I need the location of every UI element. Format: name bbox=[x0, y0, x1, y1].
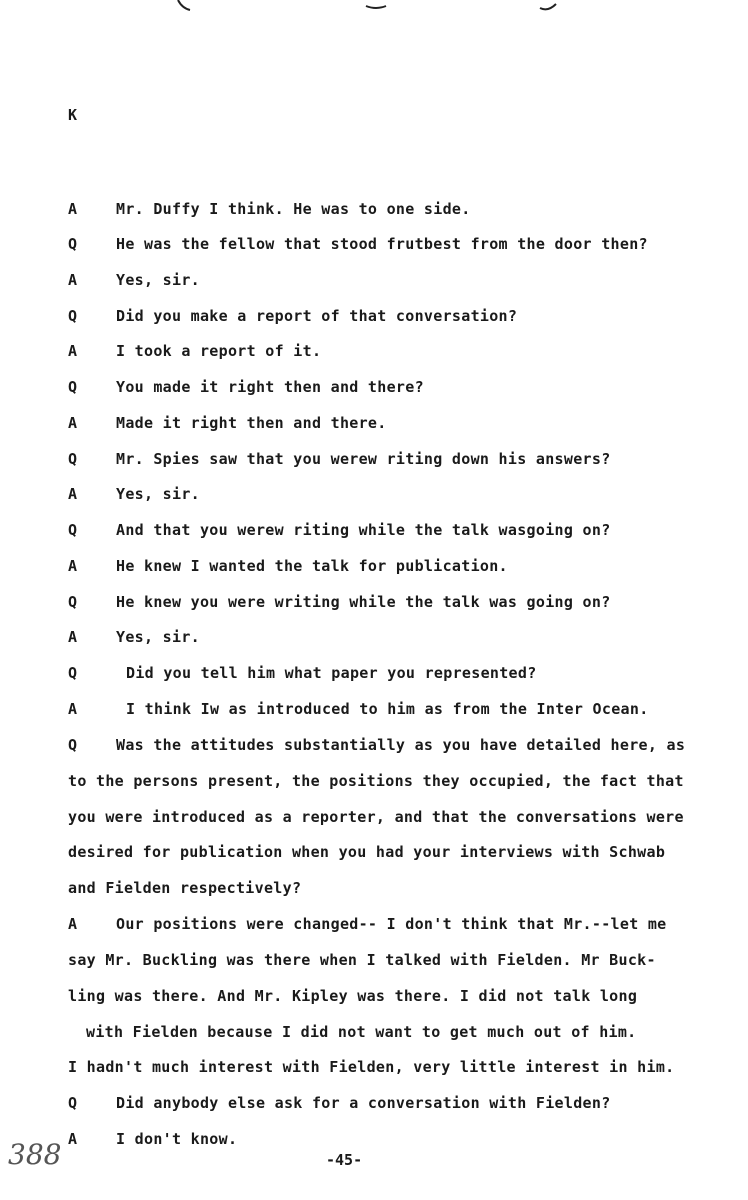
line-text: Was the attitudes substantially as you have detailed here, as bbox=[116, 736, 686, 754]
speaker-label: Q bbox=[68, 307, 78, 325]
transcript-line bbox=[0, 307, 748, 329]
speaker-label: Q bbox=[68, 521, 78, 539]
transcript-line bbox=[0, 664, 748, 686]
line-text: I think Iw as introduced to him as from the Inter Ocean. bbox=[126, 700, 649, 718]
transcript-line bbox=[0, 414, 748, 436]
line-text: Yes, sir. bbox=[116, 628, 200, 646]
transcript-line bbox=[0, 485, 748, 507]
speaker-label: Q bbox=[68, 664, 78, 682]
line-text: and Fielden respectively? bbox=[68, 879, 302, 897]
transcript-line bbox=[0, 700, 748, 722]
line-text: And that you werew riting while the talk wasgoing on? bbox=[116, 521, 611, 539]
transcript-line bbox=[0, 1094, 748, 1116]
transcript-line bbox=[0, 915, 748, 937]
transcript-line bbox=[0, 271, 748, 293]
transcript-line bbox=[0, 593, 748, 615]
speaker-label: A bbox=[68, 485, 78, 503]
line-text: Mr. Duffy I think. He was to one side. bbox=[116, 200, 471, 218]
line-text: Mr. Spies saw that you werew riting down his answers? bbox=[116, 450, 611, 468]
speaker-label: A bbox=[68, 915, 78, 933]
transcript-line bbox=[0, 843, 748, 865]
transcript-line bbox=[0, 1130, 748, 1152]
line-text: say Mr. Buckling was there when I talked with Fielden. Mr Buck- bbox=[68, 951, 656, 969]
speaker-label: Q bbox=[68, 450, 78, 468]
transcript-line bbox=[0, 557, 748, 579]
line-text: ling was there. And Mr. Kipley was there. I did not talk long bbox=[68, 987, 638, 1005]
line-text: I hadn't much interest with Fielden, very little interest in him. bbox=[68, 1058, 675, 1076]
transcript-line bbox=[0, 987, 748, 1009]
transcript-line bbox=[0, 342, 748, 364]
transcript-line bbox=[0, 1023, 748, 1045]
line-text: Yes, sir. bbox=[116, 271, 200, 289]
transcript-line bbox=[0, 1058, 748, 1080]
line-text: with Fielden because I did not want to get much out of him. bbox=[86, 1023, 637, 1041]
transcript-line bbox=[0, 951, 748, 973]
line-text: Did you make a report of that conversation? bbox=[116, 307, 518, 325]
speaker-label: Q bbox=[68, 736, 78, 754]
speaker-label: A bbox=[68, 200, 78, 218]
speaker-label: A bbox=[68, 271, 78, 289]
transcript-line bbox=[0, 521, 748, 543]
line-text: Our positions were changed-- I don't think that Mr.--let me bbox=[116, 915, 667, 933]
line-text: to the persons present, the positions they occupied, the fact that bbox=[68, 772, 684, 790]
line-text: He was the fellow that stood frutbest from the door then? bbox=[116, 235, 648, 253]
line-text: You made it right then and there? bbox=[116, 378, 424, 396]
transcript-line bbox=[0, 450, 748, 472]
transcript-line bbox=[0, 235, 748, 257]
line-text: I don't know. bbox=[116, 1130, 238, 1148]
speaker-label: Q bbox=[68, 235, 78, 253]
speaker-label: A bbox=[68, 414, 78, 432]
line-text: He knew I wanted the talk for publication. bbox=[116, 557, 508, 575]
line-text: Made it right then and there. bbox=[116, 414, 387, 432]
transcript-line bbox=[0, 879, 748, 901]
handwritten-folio-number: 388 bbox=[8, 1138, 62, 1171]
line-text: He knew you were writing while the talk was going on? bbox=[116, 593, 611, 611]
speaker-label: A bbox=[68, 557, 78, 575]
line-text: you were introduced as a reporter, and that the conversations were bbox=[68, 808, 684, 826]
speaker-label: Q bbox=[68, 593, 78, 611]
page-number: -45- bbox=[326, 1151, 363, 1169]
speaker-label: A bbox=[68, 1130, 78, 1148]
speaker-label: Q bbox=[68, 1094, 78, 1112]
transcript-line bbox=[0, 378, 748, 400]
transcript-line bbox=[0, 736, 748, 758]
transcript-line bbox=[0, 808, 748, 830]
line-text: Did you tell him what paper you represented? bbox=[126, 664, 537, 682]
transcript-line bbox=[0, 772, 748, 794]
transcript-line bbox=[0, 200, 748, 222]
speaker-label: A bbox=[68, 700, 78, 718]
section-letter: K bbox=[68, 106, 78, 124]
transcript-line bbox=[0, 628, 748, 650]
speaker-label: A bbox=[68, 628, 78, 646]
speaker-label: Q bbox=[68, 378, 78, 396]
line-text: Yes, sir. bbox=[116, 485, 200, 503]
top-edge-marks bbox=[0, 0, 748, 30]
line-text: Did anybody else ask for a conversation with Fielden? bbox=[116, 1094, 611, 1112]
line-text: desired for publication when you had your interviews with Schwab bbox=[68, 843, 666, 861]
speaker-label: A bbox=[68, 342, 78, 360]
line-text: I took a report of it. bbox=[116, 342, 322, 360]
